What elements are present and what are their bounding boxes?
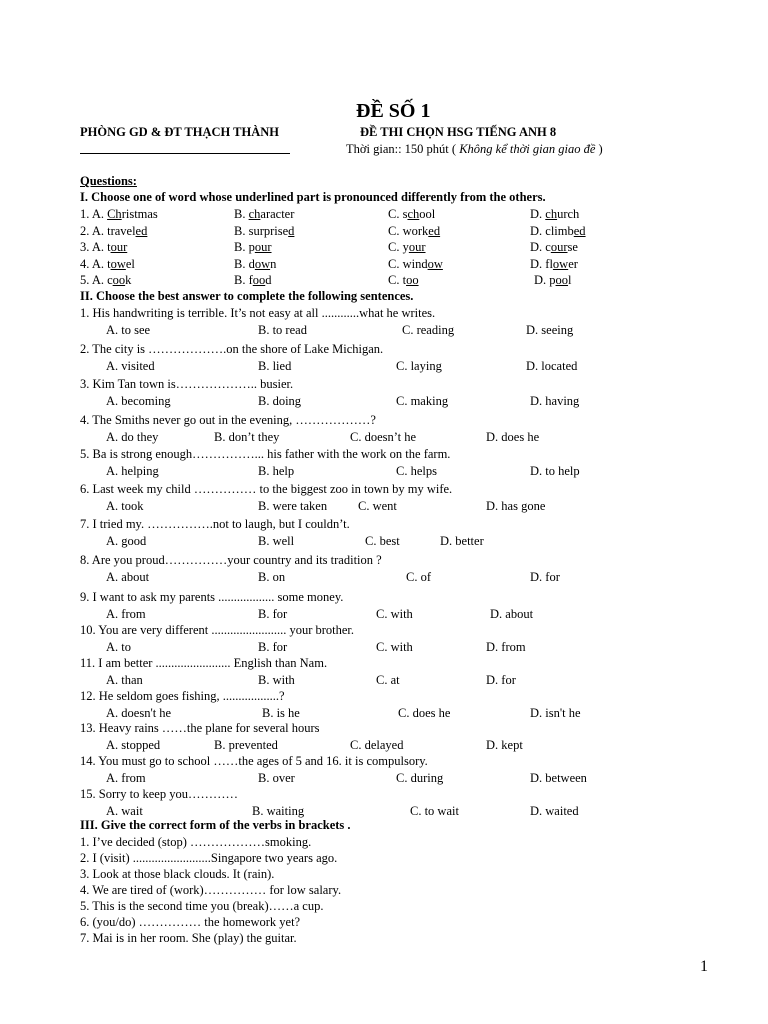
answer-option-a[interactable]: A. to see	[106, 323, 151, 337]
verb-question: 2. I (visit) .........................Singapore two years ago.	[80, 851, 338, 865]
choice-text: C. y	[388, 240, 409, 255]
underlined-part: oo	[252, 273, 266, 288]
answer-option-a[interactable]: A. doesn't he	[106, 706, 172, 720]
underlined-part: ow	[254, 256, 271, 271]
question-text: 14. You must go to school ……the ages of 5 and 16. it is compulsory.	[80, 754, 428, 768]
verb-question: 5. This is the second time you (break)……a cup.	[80, 899, 324, 913]
choice-text: D. fl	[530, 256, 553, 271]
answer-option-a[interactable]: A. to	[106, 640, 131, 654]
answer-option-d[interactable]: D. waited	[530, 804, 579, 818]
question-text: 6. Last week my child …………… to the biggest zoo in town by my wife.	[80, 482, 453, 496]
question-text: 5. Ba is strong enough……………... his father with the work on the farm.	[80, 447, 451, 461]
answer-option-c[interactable]: C. with	[376, 640, 413, 654]
item-number: 5.	[80, 273, 92, 288]
answer-option-d[interactable]: D. for	[530, 570, 560, 584]
choice-text: er	[568, 256, 578, 271]
section3-heading: III. Give the correct form of the verbs in brackets .	[80, 818, 351, 832]
choice-c	[388, 256, 443, 272]
question-text: 9. I want to ask my parents .................. some money.	[80, 590, 344, 604]
choice-text: C. t	[388, 273, 407, 288]
answer-option-a[interactable]: A. stopped	[106, 738, 161, 752]
answer-option-a[interactable]: A. from	[106, 771, 146, 785]
section1-heading: I. Choose one of word whose underlined part is pronounced differently from the others.	[80, 190, 546, 204]
underlined-part: ed	[428, 223, 441, 238]
answer-option-b[interactable]: B. prevented	[214, 738, 278, 752]
underlined-part: ed	[573, 223, 586, 238]
questions-label: Questions:	[80, 174, 137, 188]
choice-text: ool	[419, 207, 436, 221]
choice-d	[530, 239, 578, 255]
answer-option-d[interactable]: D. between	[530, 771, 587, 785]
choice-text: A. travel	[91, 223, 136, 238]
verb-question: 1. I’ve decided (stop) ………………smoking.	[80, 835, 312, 849]
underlined-part: Ch	[107, 207, 122, 221]
answer-option-c[interactable]: C. laying	[396, 359, 442, 373]
choice-b	[234, 206, 294, 222]
answer-option-b[interactable]: B. well	[258, 534, 295, 548]
answer-option-a[interactable]: A. helping	[106, 464, 159, 478]
answer-option-d[interactable]: D. to help	[530, 464, 580, 478]
answer-option-d[interactable]: D. kept	[486, 738, 523, 752]
time-allowed	[346, 142, 603, 157]
choice-text: el	[125, 256, 135, 271]
time-close: )	[598, 142, 603, 156]
time-label: Thời gian:: 150 phút (	[346, 142, 457, 156]
choice-text: B.	[234, 207, 249, 221]
item-number: 1.	[80, 207, 92, 221]
answer-option-b[interactable]: B. waiting	[252, 804, 305, 818]
choice-c	[388, 206, 435, 222]
answer-option-d[interactable]: D. about	[490, 607, 534, 621]
choice-d	[534, 272, 572, 288]
answer-option-b[interactable]: B. doing	[258, 394, 302, 408]
answer-option-c[interactable]: C. during	[396, 771, 444, 785]
choice-text: B. p	[234, 240, 255, 255]
underlined-part: oo	[406, 273, 419, 288]
answer-option-c[interactable]: C. making	[396, 394, 449, 408]
choice-text: A. t	[91, 256, 111, 271]
answer-option-a[interactable]: A. about	[106, 570, 150, 584]
underlined-part: ch	[545, 207, 558, 221]
verb-question: 3. Look at those black clouds. It (rain).	[80, 867, 275, 881]
question-text: 11. I am better ........................ English than Nam.	[80, 656, 328, 670]
header-rule	[80, 153, 290, 154]
section2-heading: II. Choose the best answer to complete the following sentences.	[80, 289, 414, 303]
choice-text: A.	[91, 207, 108, 221]
choice-text: d	[265, 273, 272, 288]
answer-option-a[interactable]: A. do they	[106, 430, 159, 444]
answer-option-c[interactable]: C. to wait	[410, 804, 459, 818]
answer-option-c[interactable]: C. at	[376, 673, 400, 687]
answer-option-a[interactable]: A. took	[106, 499, 144, 513]
choice-text: B. f	[234, 273, 253, 288]
answer-option-b[interactable]: B. for	[258, 640, 288, 654]
underlined-part: oo	[555, 273, 569, 288]
choice-text: B. d	[234, 256, 255, 271]
answer-option-d[interactable]: D. does he	[486, 430, 540, 444]
answer-option-b[interactable]: B. were taken	[258, 499, 328, 513]
choice-text: A. c	[91, 273, 113, 288]
choice-text: k	[125, 273, 132, 288]
answer-option-b[interactable]: B. don’t they	[214, 430, 280, 444]
answer-option-b[interactable]: B. on	[258, 570, 286, 584]
choice-text: D.	[530, 207, 546, 221]
answer-option-d[interactable]: D. isn't he	[530, 706, 581, 720]
answer-option-c[interactable]: C. does he	[398, 706, 451, 720]
choice-text: ristmas	[121, 207, 158, 221]
choice-b	[234, 223, 294, 239]
question-text: 2. The city is ……………….on the shore of Lake Michigan.	[80, 342, 384, 356]
answer-option-b[interactable]: B. help	[258, 464, 295, 478]
answer-option-d[interactable]: D. from	[486, 640, 526, 654]
question-text: 13. Heavy rains ……the plane for several hours	[80, 721, 320, 735]
choice-d	[530, 206, 579, 222]
answer-option-d[interactable]: D. having	[530, 394, 580, 408]
answer-option-b[interactable]: B. over	[258, 771, 295, 785]
verb-question: 4. We are tired of (work)…………… for low salary.	[80, 883, 342, 897]
item-number: 3.	[80, 240, 92, 255]
choice-b	[234, 272, 272, 288]
answer-option-c[interactable]: C. doesn’t he	[350, 430, 417, 444]
underlined-part: ow	[552, 256, 569, 271]
underlined-part: ch	[248, 207, 261, 221]
question-text: 8. Are you proud……………your country and its tradition ?	[80, 553, 382, 567]
question-text: 1. His handwriting is terrible. It’s not easy at all ............what he writes.	[80, 306, 436, 320]
choice-a	[80, 256, 135, 272]
exam-name: ĐỀ THI CHỌN HSG TIẾNG ANH 8	[360, 125, 557, 139]
choice-text: aracter	[260, 207, 295, 221]
choice-text: D. climb	[530, 223, 574, 238]
answer-option-d[interactable]: D. located	[526, 359, 578, 373]
answer-option-b[interactable]: B. is he	[262, 706, 300, 720]
answer-option-b[interactable]: B. to read	[258, 323, 307, 337]
page-number: 1	[700, 958, 708, 975]
department-name: PHÒNG GD & ĐT THẠCH THÀNH	[80, 125, 279, 139]
choice-text: se	[567, 240, 578, 255]
answer-option-c[interactable]: C. helps	[396, 464, 437, 478]
choice-a	[80, 206, 158, 222]
answer-option-a[interactable]: A. good	[106, 534, 147, 548]
answer-option-b[interactable]: B. with	[258, 673, 295, 687]
answer-option-b[interactable]: B. lied	[258, 359, 292, 373]
choice-text: urch	[557, 207, 580, 221]
question-text: 4. The Smiths never go out in the evening, ………………?	[80, 413, 376, 427]
answer-option-c[interactable]: C. went	[358, 499, 397, 513]
underlined-part: d	[288, 223, 295, 238]
answer-option-a[interactable]: A. than	[106, 673, 143, 687]
answer-option-c[interactable]: C. of	[406, 570, 431, 584]
choice-a	[80, 272, 131, 288]
answer-option-a[interactable]: A. visited	[106, 359, 155, 373]
item-number: 4.	[80, 256, 92, 271]
choice-text: B. surprise	[234, 223, 289, 238]
choice-text: C. work	[388, 223, 429, 238]
question-text: 12. He seldom goes fishing, ..................?	[80, 689, 285, 703]
answer-option-a[interactable]: A. from	[106, 607, 146, 621]
choice-b	[234, 256, 276, 272]
answer-option-d[interactable]: D. for	[486, 673, 516, 687]
answer-option-b[interactable]: B. for	[258, 607, 288, 621]
verb-question: 7. Mai is in her room. She (play) the guitar.	[80, 931, 297, 945]
underlined-part: oo	[112, 273, 126, 288]
choice-text: D. p	[534, 273, 556, 288]
choice-a	[80, 223, 147, 239]
time-note: Không kể thời gian giao đề	[459, 142, 596, 156]
underlined-part: ch	[407, 207, 420, 221]
item-number: 2.	[80, 223, 92, 238]
exam-title: ĐỀ SỐ 1	[356, 100, 431, 122]
answer-option-a[interactable]: A. becoming	[106, 394, 171, 408]
choice-b	[234, 239, 272, 255]
answer-option-c[interactable]: C. with	[376, 607, 413, 621]
choice-d	[530, 256, 578, 272]
verb-question: 6. (you/do) …………… the homework yet?	[80, 915, 301, 929]
question-text: 3. Kim Tan town is……………….. busier.	[80, 377, 294, 391]
choice-text: n	[270, 256, 277, 271]
answer-option-a[interactable]: A. wait	[106, 804, 143, 818]
underlined-part: our	[110, 240, 128, 255]
choice-c	[388, 223, 440, 239]
choice-c	[388, 272, 419, 288]
choice-text: D. c	[530, 240, 551, 255]
answer-option-c[interactable]: C. delayed	[350, 738, 404, 752]
answer-option-c[interactable]: C. best	[365, 534, 400, 548]
answer-option-d[interactable]: D. better	[440, 534, 484, 548]
underlined-part: our	[408, 240, 426, 255]
question-text: 15. Sorry to keep you…………	[80, 787, 238, 801]
underlined-part: ow	[110, 256, 126, 271]
choice-c	[388, 239, 426, 255]
underlined-part: ed	[135, 223, 148, 238]
underlined-part: our	[254, 240, 272, 255]
underlined-part: our	[550, 240, 568, 255]
choice-a	[80, 239, 127, 255]
underlined-part: ow	[427, 256, 443, 271]
choice-text: l	[568, 273, 572, 288]
choice-text: A. t	[91, 240, 111, 255]
choice-text: C. s	[388, 207, 408, 221]
answer-option-d[interactable]: D. seeing	[526, 323, 574, 337]
choice-d	[530, 223, 586, 239]
choice-text: C. wind	[388, 256, 428, 271]
answer-option-d[interactable]: D. has gone	[486, 499, 546, 513]
question-text: 10. You are very different ........................ your brother.	[80, 623, 355, 637]
answer-option-c[interactable]: C. reading	[402, 323, 455, 337]
question-text: 7. I tried my. …………….not to laugh, but I couldn’t.	[80, 517, 350, 531]
